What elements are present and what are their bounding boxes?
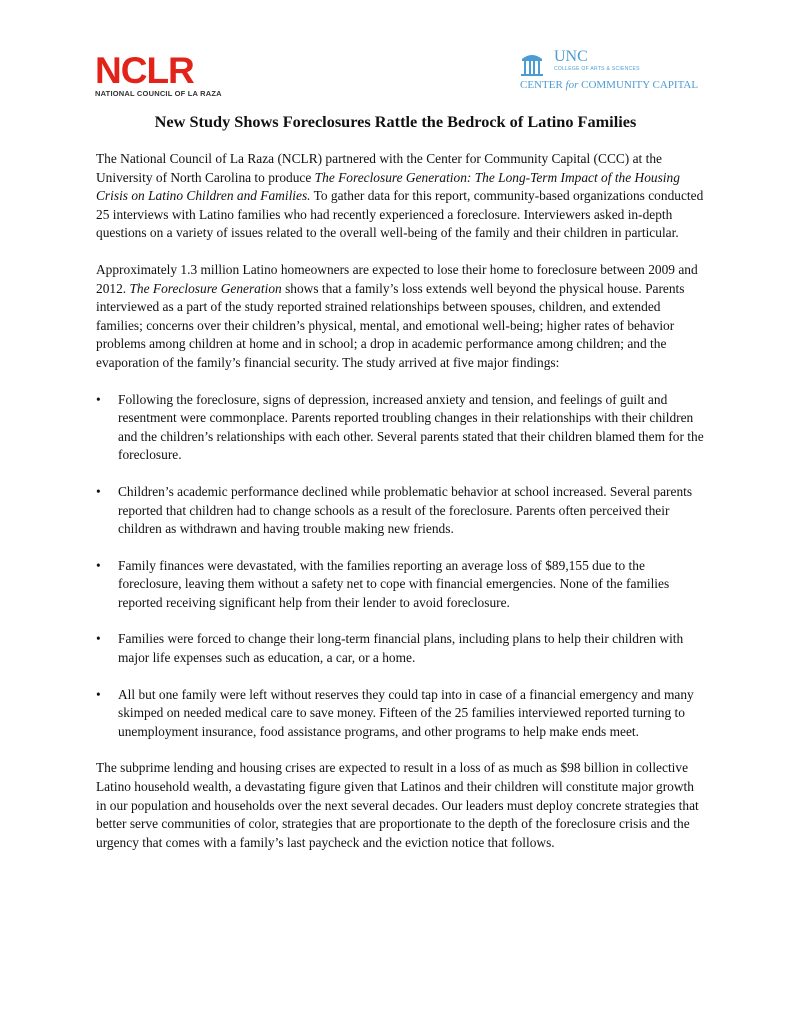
finding-text: Families were forced to change their long-term financial plans, including plans to help their children with major life expenses such as education, a car, or a home. [118,631,684,666]
bullet-icon: • [96,631,101,647]
findings-list [96,391,706,742]
nclr-logo-subtitle: NATIONAL COUNCIL OF LA RAZA [95,89,222,98]
findings-intro-paragraph [96,261,706,373]
old-well-icon [520,50,544,80]
conclusion-paragraph: The subprime lending and housing crises are expected to result in a loss of as much as $98 billion in collective Latino household wealth, a devastating figure given that Latinos and their children will constitute major growth in our population and households over the next several decades. Our leaders must deploy concrete strategies that better serve communities of color, strategies that are proportionate to the depth of the foreclosure crisis and the urgency that comes with a family’s last paycheck and the eviction notice that follows. [96,760,699,850]
intro-paragraph [96,150,706,243]
unc-logo [520,48,710,96]
unc-logo-name: UNC [554,48,588,65]
nclr-logo [95,50,222,98]
intro-text-2: To gather data for this report, community-based organizations conducted 25 interviews with Latino families who had recently experienced a foreclosure. Interviewers asked in-depth questions on a variety of issues related to the overall well-being of the family and their children in particular. [96,188,704,241]
findings-intro-report-title: The Foreclosure Generation [129,280,282,296]
page-title: New Study Shows Foreclosures Rattle the Bedrock of Latino Families [154,112,637,131]
finding-text: All but one family were left without reserves they could tap into in case of a financial emergency and many skimped on needed medical care to save money. Fifteen of the 25 families interviewed reported turning to unemployment insurance, food assistance programs, and other programs to help make ends meet. [118,686,694,739]
findings-intro-text-2: shows that a family’s loss extends well beyond the physical house. Parents interviewed as a part of the study reported strained relationships between spouses, children, and extended families; concerns over their children’s physical, mental, and emotional well-being; higher rates of behavior problems among children at home and in school; a drop in academic performance among children; and the evaporation of the family’s financial security. The study arrived at five major findings: [96,280,685,370]
list-item [96,630,706,667]
finding-text: Children’s academic performance declined while problematic behavior at school increased. Several parents reported that children had to change schools as a result of the foreclosure. Parents often perceived their children as withdrawn and having trouble making new friends. [118,483,693,537]
list-item [96,483,706,539]
list-item [96,686,706,742]
intro-text-1: The National Council of La Raza (NCLR) partnered with the Center for Community Capital (CCC) at the University of North Carolina to produce [96,151,662,185]
document-body [96,150,706,870]
list-item [96,391,706,465]
finding-text: Family finances were devastated, with the families reporting an average loss of $89,155 due to the foreclosure, leaving them without a safety net to cope with financial emergencies. None of the families reported receiving significant help from their lender to avoid foreclosure. [118,557,670,610]
bullet-icon: • [96,391,101,407]
intro-report-title: The Foreclosure Generation: The Long-Term Impact of the Housing Crisis on Latino Children and Families. [96,169,680,204]
bullet-icon: • [96,686,101,702]
list-item [96,557,706,613]
unc-logo-center [520,79,698,91]
unc-center-prefix: CENTER [520,79,566,91]
finding-text: Following the foreclosure, signs of depression, increased anxiety and tension, and feelings of guilt and resentment were commonplace. Parents reported troubling changes in their relationships with their children and the children’s relationships with each other. Several parents stated that their children blamed them for the foreclosure. [118,391,704,463]
bullet-icon: • [96,557,101,573]
bullet-icon: • [96,483,101,499]
unc-center-suffix: COMMUNITY CAPITAL [578,79,699,91]
findings-intro-text-1: Approximately 1.3 million Latino homeowners are expected to lose their home to foreclosure between 2009 and 2012. [96,261,698,296]
unc-center-for: for [565,79,579,91]
unc-logo-college: COLLEGE OF ARTS & SCIENCES [554,66,640,72]
nclr-logo-mark: NCLR [95,50,194,91]
